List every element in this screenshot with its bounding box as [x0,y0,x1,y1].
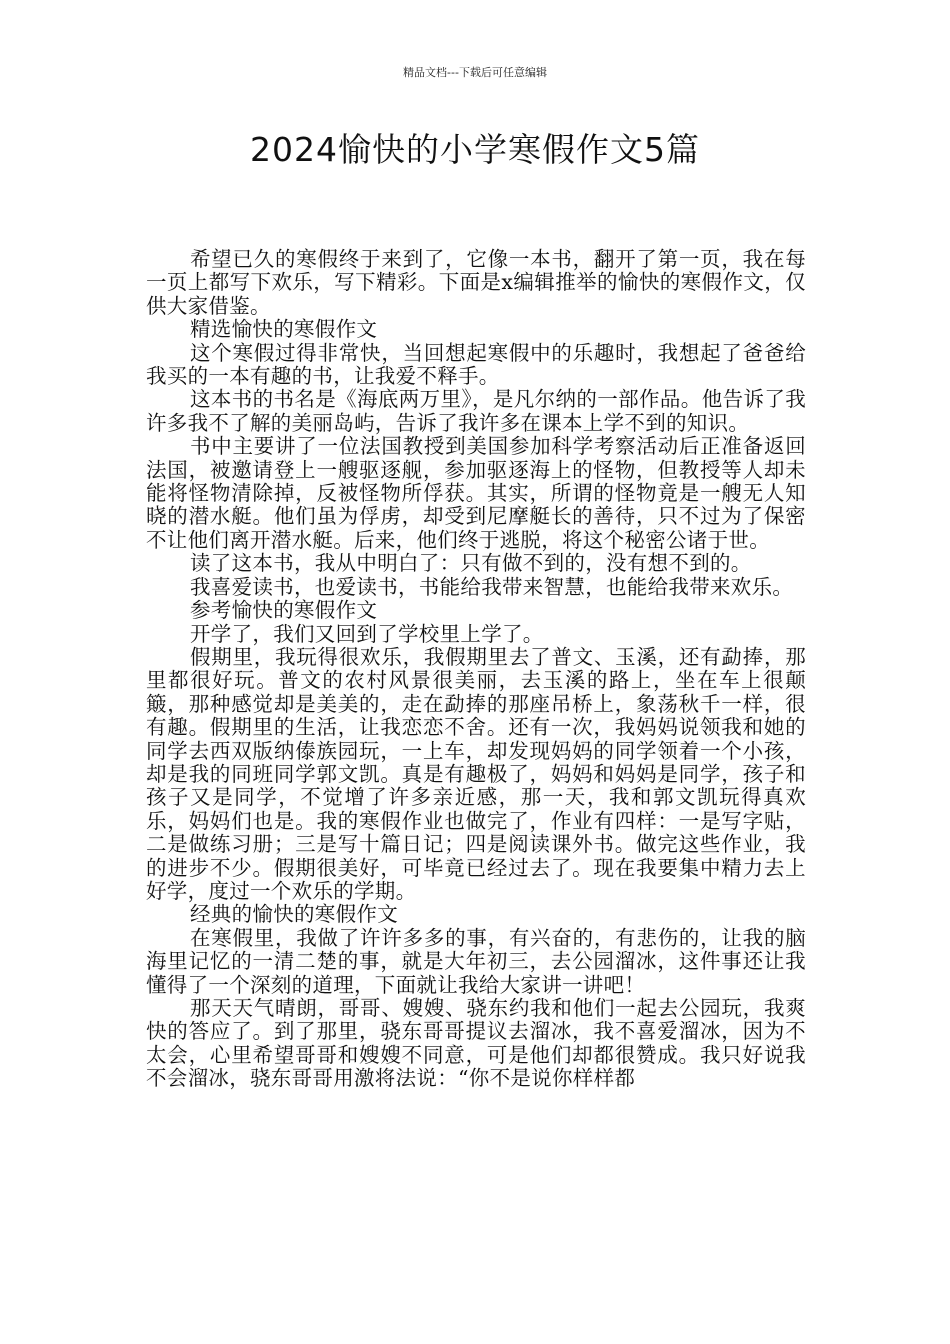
section-heading: 参考愉快的寒假作文 [190,598,378,623]
body-paragraph: 假期里，我玩得很欢乐，我假期里去了普文、玉溪，还有勐捧，那里都很好玩。普文的农村风景很美丽，去玉溪的路上，坐在车上很颠簸，那种感觉却是美美的，走在勐捧的那座吊桥上，象荡秋千一样，很有趣。假期里的生活，让我恋恋不舍。还有一次，我妈妈说领我和她的同学去西双版纳傣族园玩，一上车，却发现妈妈的同学领着一个小孩，却是我的同班同学郭文凯。真是有趣极了，妈妈和妈妈是同学，孩子和孩子又是同学，不觉增了许多亲近感，那一天，我和郭文凯玩得真欢乐，妈妈们也是。我的寒假作业也做完了，作业有四样：一是写字贴，二是做练习册；三是写十篇日记；四是阅读课外书。做完这些作业，我的进步不少。假期很美好，可毕竟已经过去了。现在我要集中精力去上好学，度过一个欢乐的学期。 [146,644,806,903]
body-paragraph: 读了这本书，我从中明白了：只有做不到的，没有想不到的。 [190,551,752,576]
body-paragraph: 这个寒假过得非常快，当回想起寒假中的乐趣时，我想起了爸爸给我买的一本有趣的书，让我爱不释手。 [146,340,806,389]
page-header: 精品文档---下载后可任意编辑 [403,66,547,79]
section-heading: 精选愉快的寒假作文 [190,317,378,342]
document-body [146,248,806,1091]
body-paragraph: 开学了，我们又回到了学校里上学了。 [190,621,544,646]
body-paragraph: 我喜爱读书，也爱读书，书能给我带来智慧，也能给我带来欢乐。 [190,574,794,599]
body-paragraph: 书中主要讲了一位法国教授到美国参加科学考察活动后正准备返回法国，被邀请登上一艘驱逐舰，参加驱逐海上的怪物，但教授等人却未能将怪物清除掉，反被怪物所俘获。其实，所谓的怪物竟是一艘无人知晓的潜水艇。他们虽为俘虏，却受到尼摩艇长的善待，只不过为了保密不让他们离开潜水艇。后来，他们终于逃脱，将这个秘密公诸于世。 [146,434,806,552]
body-paragraph: 这本书的书名是《海底两万里》，是凡尔纳的一部作品。他告诉了我许多我不了解的美丽岛屿，告诉了我许多在课本上学不到的知识。 [146,387,806,435]
document-title: 2024愉快的小学寒假作文5篇 [250,130,700,169]
body-paragraph: 在寒假里，我做了许许多多的事，有兴奋的，有悲伤的，让我的脑海里记忆的一清二楚的事，就是大年初三，去公园溜冰，这件事还让我懂得了一个深刻的道理，下面就让我给大家讲一讲吧！ [146,925,806,997]
section-heading: 经典的愉快的寒假作文 [190,902,398,927]
intro-paragraph: 希望已久的寒假终于来到了，它像一本书，翻开了第一页，我在每一页上都写下欢乐，写下精彩。下面是x编辑推举的愉快的寒假作文，仅供大家借鉴。 [146,247,806,318]
body-paragraph: 那天天气晴朗，哥哥、嫂嫂、骁东约我和他们一起去公园玩，我爽快的答应了。到了那里，骁东哥哥提议去溜冰，我不喜爱溜冰，因为不太会，心里希望哥哥和嫂嫂不同意，可是他们却都很赞成。我只好说我不会溜冰，骁东哥哥用激将法说：“你不是说你样样都 [146,996,806,1091]
